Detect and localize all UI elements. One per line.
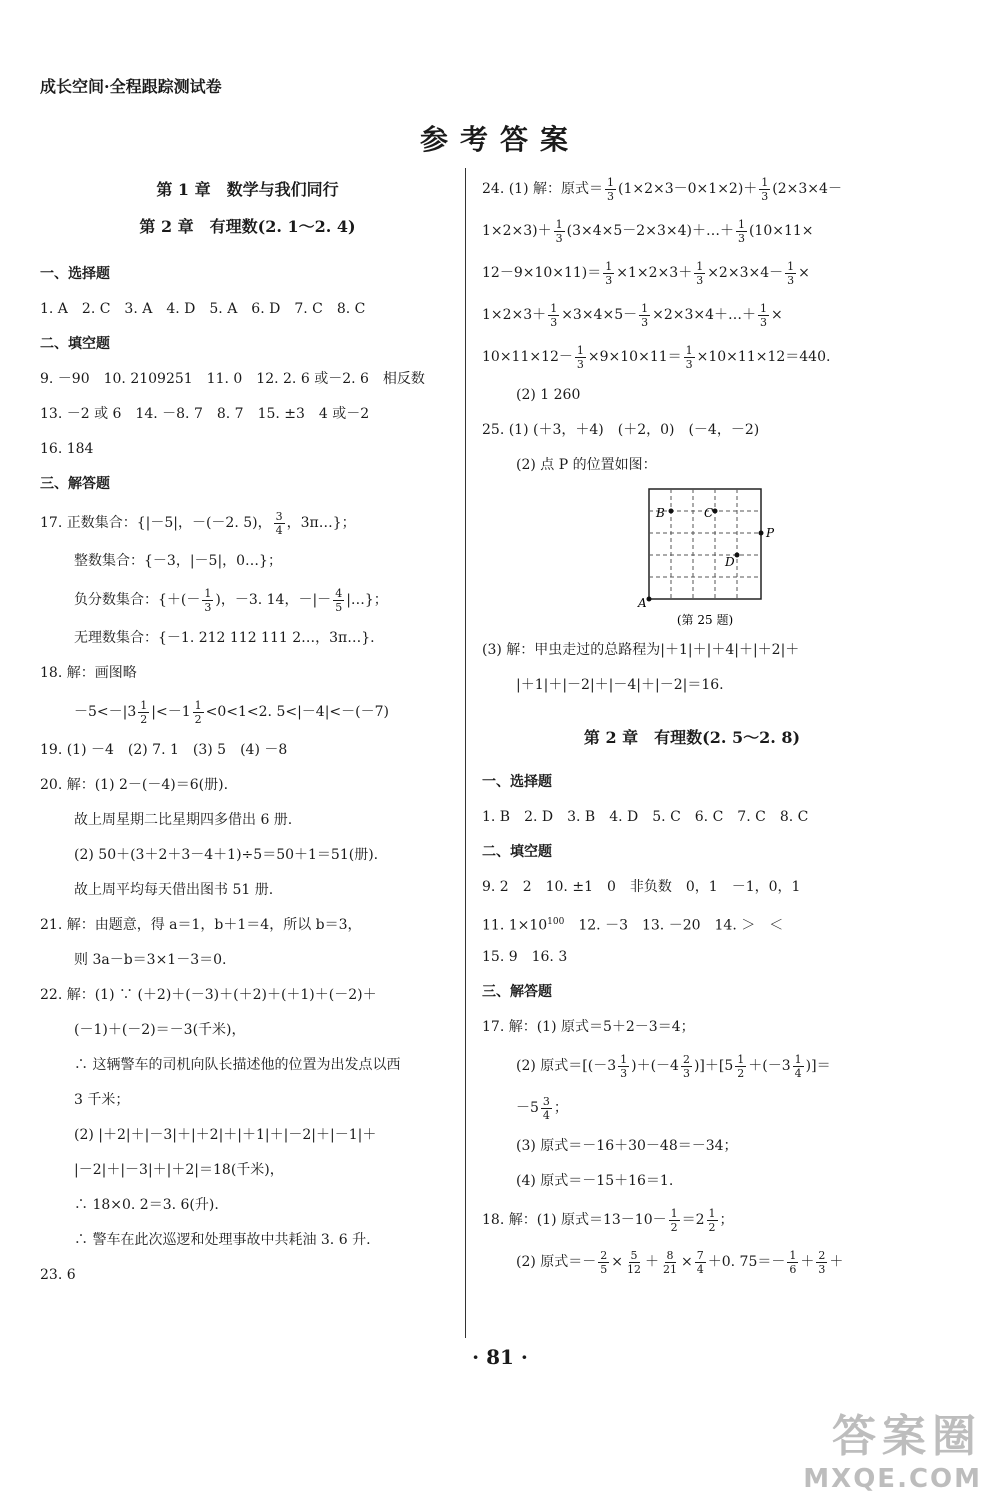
text: )＋(－4 — [631, 1058, 679, 1074]
watermark-logo: 答案圈 — [832, 1411, 982, 1462]
text: ＋ — [800, 1254, 815, 1270]
answer-line — [482, 294, 902, 336]
fraction-one-third — [639, 302, 650, 329]
right-column — [482, 168, 902, 1283]
numerator: 7 — [696, 1248, 704, 1262]
text: ＋0. 75＝－ — [707, 1254, 786, 1270]
denominator: 3 — [607, 189, 614, 203]
fraction-one-third — [548, 302, 559, 329]
fraction — [138, 699, 149, 726]
answer-line — [482, 1241, 902, 1283]
answer-line: 19. (1) －4 (2) 7. 1 (3) 5 (4) －8 — [40, 742, 288, 758]
answer-line: 25. (1) (＋3，＋4) (＋2，0) (－4，－2) — [482, 422, 760, 438]
text: 10×11×12－ — [482, 349, 573, 365]
text: 1×2×3)＋ — [482, 223, 552, 239]
text: × — [681, 1254, 693, 1270]
text: |<－1 — [151, 704, 191, 720]
watermark-url: MXQE.COM — [803, 1464, 982, 1494]
denominator: 3 — [204, 600, 212, 614]
section-heading: 二、填空题 — [482, 844, 552, 860]
answer-line: 16. 184 — [40, 441, 94, 457]
text: (2) 原式＝－ — [516, 1254, 597, 1270]
fraction — [661, 1249, 679, 1276]
numerator: 1 — [789, 1248, 797, 1262]
denominator: 3 — [685, 357, 693, 371]
point-b — [669, 509, 674, 514]
text: ×2×3×4－ — [707, 265, 784, 281]
numerator: 1 — [194, 698, 202, 712]
text: ＝2 — [681, 1212, 705, 1228]
point-p — [759, 531, 764, 536]
answer-line — [482, 1087, 902, 1129]
label-c: C — [704, 506, 714, 520]
page-number: · 81 · — [472, 1345, 528, 1369]
denominator: 3 — [818, 1262, 826, 1276]
numerator: 3 — [275, 509, 283, 523]
fraction — [787, 1249, 798, 1276]
answer-line: 15. 9 16. 3 — [482, 949, 568, 965]
answer-line: |－2|＋|－3|＋|＋2|＝18(千米)， — [74, 1162, 284, 1178]
numerator: 1 — [620, 1052, 628, 1066]
chapter-heading: 第 1 章 数学与我们同行 — [156, 180, 339, 199]
answer-line: 故上周星期二比星期四多借出 6 册. — [74, 812, 293, 828]
fraction — [598, 1249, 609, 1276]
answer-line: 9. －90 10. 2109251 11. 0 12. 2. 6 或－2. 6 相反数 — [40, 371, 425, 387]
numerator: 3 — [542, 1094, 550, 1108]
fraction — [681, 1053, 692, 1080]
denominator: 3 — [761, 189, 769, 203]
section-heading: 一、选择题 — [482, 774, 552, 790]
denominator: 3 — [696, 273, 704, 287]
answer-line: 1. B 2. D 3. B 4. D 5. C 6. C 7. C 8. C — [482, 809, 809, 825]
answer-line: 整数集合：{－3，|－5|，0…}； — [74, 553, 282, 569]
text: (2×3×4－ — [772, 181, 842, 197]
numerator: 2 — [600, 1248, 608, 1262]
numerator: 1 — [737, 217, 745, 231]
numerator: 1 — [204, 586, 212, 600]
denominator: 6 — [789, 1262, 797, 1276]
fraction-one-third — [554, 218, 565, 245]
watermark — [803, 1400, 982, 1494]
denominator: 4 — [275, 523, 283, 537]
text: × — [611, 1254, 624, 1270]
numerator: 1 — [685, 343, 693, 357]
text: ×10×11×12＝440. — [696, 349, 831, 365]
fraction — [618, 1053, 629, 1080]
denominator: 3 — [737, 231, 745, 245]
section-heading: 一、选择题 — [40, 266, 110, 282]
denominator: 2 — [737, 1066, 745, 1080]
answer-line — [482, 336, 902, 378]
column-divider — [465, 168, 466, 1338]
figure-caption: (第 25 题) — [676, 613, 734, 627]
text: × — [771, 307, 783, 323]
denominator: 21 — [663, 1262, 678, 1276]
text: ； — [719, 1212, 734, 1228]
answer-line: (－1)＋(－2)＝－3(千米)， — [74, 1022, 246, 1038]
section-heading: 二、填空题 — [40, 336, 110, 352]
answer-line: 22. 解：(1) ∵ (＋2)＋(－3)＋(＋2)＋(＋1)＋(－2)＋ — [40, 987, 377, 1003]
answer-line — [482, 168, 902, 210]
answer-line: ∴ 18×0. 2＝3. 6(升). — [74, 1197, 219, 1213]
denominator: 2 — [708, 1220, 716, 1234]
text: －5<－|3 — [74, 704, 137, 720]
label-p: P — [766, 526, 775, 540]
fraction — [793, 1053, 804, 1080]
answer-line: |＋1|＋|－2|＋|－4|＋|－2|＝16. — [516, 677, 724, 693]
denominator: 2 — [670, 1220, 678, 1234]
label-d: D — [725, 555, 735, 569]
answer-line: 23. 6 — [40, 1267, 76, 1283]
fraction-one-third — [785, 260, 796, 287]
fraction-one-third — [605, 176, 616, 203]
fraction — [625, 1249, 643, 1276]
numerator: 1 — [670, 1206, 678, 1220]
denominator: 2 — [194, 712, 202, 726]
text: 12－9×10×11)＝ — [482, 265, 602, 281]
denominator: 3 — [760, 315, 768, 329]
point-d — [735, 553, 740, 558]
numerator: 1 — [737, 1052, 745, 1066]
answer-line — [482, 252, 902, 294]
answer-line: 21. 解：由题意，得 a＝1，b＋1＝4，所以 b＝3， — [40, 917, 362, 933]
fraction — [193, 699, 204, 726]
fraction-one-third — [575, 344, 586, 371]
label-b: B — [656, 506, 665, 520]
answer-line — [40, 502, 455, 544]
answer-line: (4) 原式＝－15＋16＝1. — [516, 1173, 674, 1189]
numerator: 1 — [708, 1206, 716, 1220]
answer-line: 13. －2 或 6 14. －8. 7 8. 7 15. ±3 4 或－2 — [40, 406, 370, 422]
numerator: 1 — [787, 259, 795, 273]
grid-figure — [482, 483, 902, 633]
denominator: 5 — [335, 600, 343, 614]
fraction-one-third — [603, 260, 614, 287]
numerator: 1 — [605, 259, 613, 273]
denominator: 2 — [140, 712, 148, 726]
section-heading: 三、解答题 — [482, 984, 552, 1000]
text: (3×4×5－2×3×4)＋…＋ — [566, 223, 734, 239]
fraction — [202, 587, 213, 614]
fraction — [816, 1249, 827, 1276]
text: (10×11× — [748, 223, 814, 239]
answer-line: ∴ 这辆警车的司机向队长描述他的位置为出发点以西 — [74, 1057, 401, 1073]
fraction-one-third — [736, 218, 747, 245]
point-a — [647, 597, 652, 602]
fraction — [669, 1207, 680, 1234]
answer-line — [482, 1045, 902, 1087]
fraction-one-third — [694, 260, 705, 287]
numerator: 1 — [761, 175, 769, 189]
numerator: 1 — [555, 217, 563, 231]
denominator: 3 — [787, 273, 795, 287]
answer-line: (2) 点 P 的位置如图： — [516, 457, 657, 473]
denominator: 3 — [682, 1066, 690, 1080]
page-title: 参考答案 — [419, 123, 580, 156]
answer-line: 18. 解：画图略 — [40, 665, 137, 681]
grid-svg — [482, 483, 902, 633]
fraction-one-third — [759, 176, 770, 203]
text: |…}； — [346, 592, 388, 608]
text: ＋(－3 — [748, 1058, 791, 1074]
answer-line: (3) 解：甲虫走过的总路程为|＋1|＋|＋4|＋|＋2|＋ — [482, 642, 800, 658]
numerator: 2 — [682, 1052, 690, 1066]
text: ＋ — [829, 1254, 844, 1270]
text: 负分数集合：{＋(－ — [74, 592, 201, 608]
denominator: 3 — [641, 315, 649, 329]
fraction-one-third — [758, 302, 769, 329]
text: )]＝ — [805, 1058, 831, 1074]
point-c — [713, 509, 718, 514]
denominator: 3 — [555, 231, 563, 245]
denominator: 3 — [576, 357, 584, 371]
answer-line: 无理数集合：{－1. 212 112 111 2…，3π…}. — [74, 630, 375, 646]
numerator: 1 — [140, 698, 148, 712]
answer-line — [40, 579, 455, 621]
exponent: 100 — [547, 917, 565, 927]
answer-line: (2) 50＋(3＋2＋3－4＋1)÷5＝50＋1＝51(册). — [74, 847, 379, 863]
text: (2) 原式＝[(－3 — [516, 1058, 617, 1074]
text: )]＋[5 — [693, 1058, 734, 1074]
answer-line: (2) 1 260 — [516, 387, 581, 403]
answer-line: (2) |＋2|＋|－3|＋|＋2|＋|＋1|＋|－2|＋|－1|＋ — [74, 1127, 377, 1143]
numerator: 1 — [760, 301, 768, 315]
answer-line: ∴ 警车在此次巡逻和处理事故中共耗油 3. 6 升. — [74, 1232, 371, 1248]
text: ＋ — [645, 1254, 660, 1270]
text: × — [798, 265, 810, 281]
denominator: 3 — [550, 315, 558, 329]
text: 17. 正数集合：{|－5|，－(－2. 5)， — [40, 515, 272, 531]
denominator: 12 — [627, 1262, 642, 1276]
denominator: 5 — [600, 1262, 608, 1276]
answer-line: 则 3a－b＝3×1－3＝0. — [74, 952, 227, 968]
text: ×9×10×11＝ — [587, 349, 682, 365]
label-a: A — [638, 596, 647, 610]
answer-line — [482, 1199, 902, 1241]
answer-line: 故上周平均每天借出图书 51 册. — [74, 882, 274, 898]
chapter-heading: 第 2 章 有理数(2. 5～2. 8) — [583, 728, 801, 747]
answer-line — [482, 905, 902, 940]
denominator: 4 — [542, 1108, 550, 1122]
book-header: 成长空间·全程跟踪测试卷 — [40, 77, 222, 96]
text: －5 — [516, 1100, 539, 1116]
numerator: 1 — [550, 301, 558, 315]
numerator: 1 — [576, 343, 584, 357]
text: 18. 解：(1) 原式＝13－10－ — [482, 1212, 667, 1228]
numerator: 1 — [607, 175, 614, 189]
text: <0<1<2. 5<|－4|<－(－7) — [205, 704, 389, 720]
text: ； — [553, 1100, 568, 1116]
text: 24. (1) 解：原式＝ — [482, 181, 603, 197]
answer-line — [40, 691, 455, 733]
fraction — [541, 1095, 552, 1122]
answer-line: (3) 原式＝－16＋30－48＝－34； — [516, 1138, 738, 1154]
text: 1×2×3＋ — [482, 307, 547, 323]
fraction — [274, 510, 285, 537]
numerator: 2 — [818, 1248, 826, 1262]
text: )，－3. 14，－|－ — [215, 592, 332, 608]
answer-line — [482, 210, 902, 252]
fraction-one-third — [684, 344, 695, 371]
text: ×2×3×4＋…＋ — [652, 307, 757, 323]
answer-line: 17. 解：(1) 原式＝5＋2－3＝4； — [482, 1019, 695, 1035]
numerator: 4 — [335, 586, 343, 600]
denominator: 3 — [605, 273, 613, 287]
denominator: 3 — [620, 1066, 628, 1080]
fraction — [333, 587, 344, 614]
text: ×1×2×3＋ — [616, 265, 693, 281]
answer-line: 1. A 2. C 3. A 4. D 5. A 6. D 7. C 8. C — [40, 301, 366, 317]
answer-line: 20. 解：(1) 2－(－4)＝6(册). — [40, 777, 229, 793]
text: ，3π…}； — [286, 515, 356, 531]
fraction — [707, 1207, 718, 1234]
fraction — [735, 1053, 746, 1080]
chapter-heading: 第 2 章 有理数(2. 1～2. 4) — [139, 217, 356, 236]
text: ×3×4×5－ — [561, 307, 638, 323]
numerator: 8 — [666, 1248, 674, 1262]
numerator: 5 — [630, 1248, 638, 1262]
text: 11. 1×10 — [482, 917, 548, 934]
left-column — [40, 172, 455, 1293]
answer-line: 9. 2 2 10. ±1 0 非负数 0，1 －1，0，1 — [482, 879, 801, 895]
denominator: 4 — [794, 1066, 802, 1080]
fraction — [695, 1249, 706, 1276]
numerator: 1 — [794, 1052, 802, 1066]
numerator: 1 — [641, 301, 649, 315]
answer-line: 3 千米； — [74, 1092, 130, 1108]
denominator: 4 — [696, 1262, 704, 1276]
section-heading: 三、解答题 — [40, 476, 110, 492]
text: 12. －3 13. －20 14. ＞ ＜ — [564, 917, 784, 934]
text: (1×2×3－0×1×2)＋ — [618, 181, 758, 197]
numerator: 1 — [696, 259, 704, 273]
